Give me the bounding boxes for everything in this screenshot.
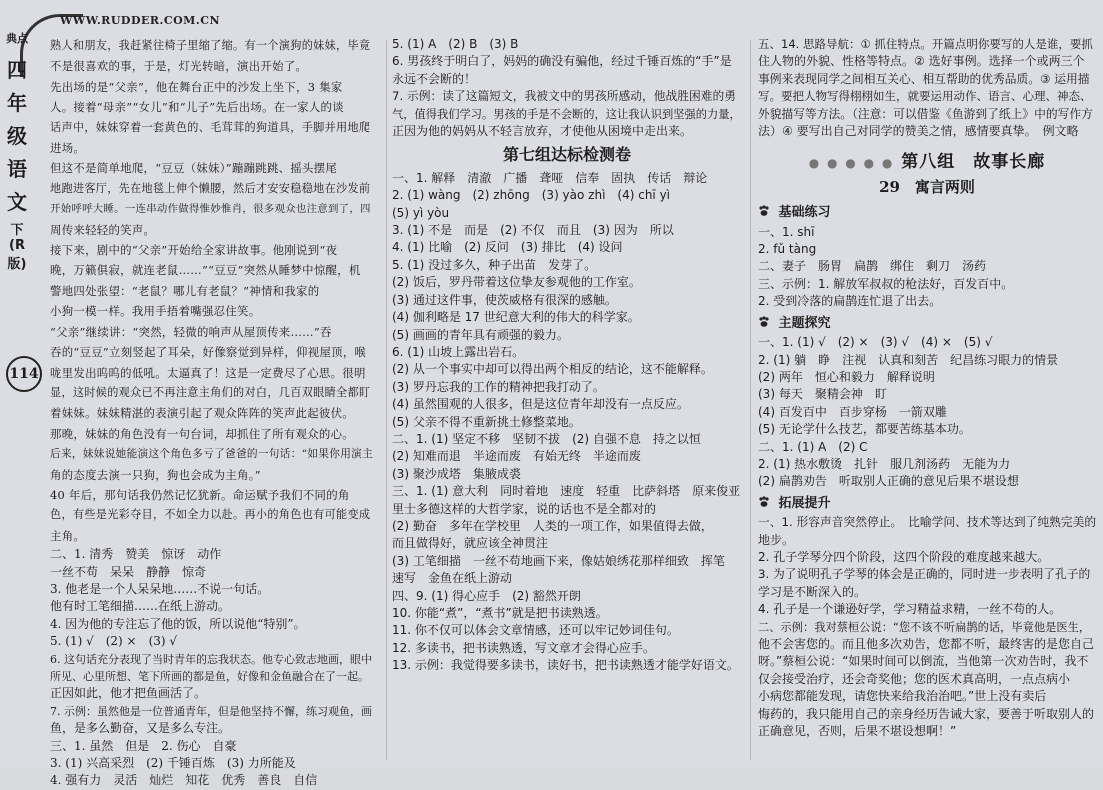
answer-line: 速写 金鱼在纸上游动 (392, 571, 513, 586)
essay-line: 那晚，妹妹的角色没有一句台词，却抓住了所有观众的心。 (50, 426, 354, 441)
answer-line: (5) 画画的青年具有顽强的毅力。 (392, 327, 569, 342)
answer-line: 气，值得我们学习。男孩的手是不会断的，这让我认识到坚强的力量， (392, 107, 741, 121)
answer-line: 5. (1) √ (2) × (3) √ (50, 634, 178, 649)
answer-line: (3) 工笔细描 一丝不苟地画下来，像姑娘绣花那样细致 挥笔 (392, 553, 725, 568)
spine-char: 级 (7, 124, 27, 148)
answer-line: 法）④ 要写出自己对同学的赞美之情，感情要真挚。 例文略 (758, 124, 1079, 139)
answer-line: (2) 知难而退 半途而废 有始无终 半途而废 (392, 449, 641, 464)
answer-line: (4) 伽利略是 17 世纪意大利的伟大的科学家。 (392, 310, 640, 325)
subsection-label: 基础练习 (778, 205, 831, 221)
essay-line: 后来，妹妹说她能演这个角色多亏了爸爸的一句话：“如果你用演主 (50, 447, 374, 461)
essay-line: 小狗一模一样。我用手捂着嘴强忍住笑。 (50, 304, 261, 319)
answer-line: (3) 通过这件事，使茨威格有很深的感触。 (392, 292, 617, 307)
essay-line: 咙里发出呜呜的低吼。太逼真了！这是一定费尽了心思。很明 (50, 365, 366, 380)
subsection-basic (758, 204, 1096, 221)
answer-line: (5) 父亲不得不重新挑土修整菜地。 (392, 414, 581, 429)
answer-line: 他有时工笔细描……在纸上游动。 (50, 599, 231, 614)
answer-line: (5) yì yòu (392, 205, 450, 220)
group-title-text: 第八组 故事长廊 (901, 152, 1046, 173)
answer-line: 小病您都能发现，请您快来给我治治吧。”世上没有卖后 (758, 689, 1047, 704)
answer-line: 二、1. 清秀 赞美 惊讶 动作 (50, 547, 222, 562)
answers-list (758, 514, 1096, 740)
essay-line: 周传来轻轻的笑声。 (50, 222, 156, 237)
answer-line: 正因如此，他才把鱼画活了。 (50, 686, 207, 701)
essay-line: 熟人和朋友，我赶紧往椅子里缩了缩。有一个演狗的妹妹，毕竟 (50, 39, 371, 52)
answer-line: 一、1. 解释 清澈 广播 聋哑 信奉 固执 传话 辩论 (392, 170, 708, 185)
answer-line: 永远不会断的！ (392, 71, 477, 86)
answer-line: 12. 多读书，把书读熟透，写文章才会得心应手。 (392, 640, 655, 655)
answer-line: 2. 孔子学琴分四个阶段，这四个阶段的难度越来越大。 (758, 549, 1050, 564)
answer-line: 里士多德这样的大哲学家，说的话也不是全都对的 (392, 501, 657, 516)
answer-line: 二、示例：我对蔡桓公说：“您不该不听扁鹊的话，毕竟他是医生， (758, 620, 1091, 634)
answer-line: 2. (1) 躺 睁 注视 认真和刻苦 纪昌练习眼力的情景 (758, 352, 1059, 367)
essay-line: “父亲”继续讲：“突然，轻微的响声从屋顶传来……”吞 (50, 324, 332, 339)
answer-line: 悔药的，我只能用自己的亲身经历告诫大家，要善于听取别人的 (758, 706, 1095, 721)
answer-line: 2. fǔ tàng (758, 242, 817, 257)
answer-line: 4. (1) 比喻 (2) 反问 (3) 排比 (4) 设问 (392, 240, 623, 255)
answer-line: 一、1. shī (758, 224, 815, 239)
spine-edition: (R版) (7, 238, 27, 272)
essay-line: 着妹妹。妹妹精湛的表演引起了观众阵阵的笑声此起彼伏。 (50, 406, 354, 421)
answer-line: 2. (1) 热水敷烫 扎针 服几剂汤药 无能为力 (758, 456, 1011, 471)
answers-list (758, 224, 1096, 311)
answer-line: 住人物的外貌、性格等特点。② 选好事例。选择一个或两三个 (758, 54, 1085, 69)
handwritten-essay (50, 36, 375, 546)
answer-line: 一、1. 形容声音突然停止。 比喻学问、技术等达到了纯熟完美的 (758, 515, 1097, 530)
spine-char: 年 (7, 91, 27, 115)
answer-line: 10. 你能“煮”，“煮书”就是把书读熟透。 (392, 606, 608, 620)
paw-icon (758, 205, 770, 217)
essay-line: 40 年后，那句话我仍然记忆犹新。命运赋予我们不同的角 (50, 487, 350, 502)
answer-line: 5. (1) A (2) B (3) B (392, 37, 519, 51)
answer-line: 写。要把人物写得栩栩如生，就要运用动作、语言、心理、神态、 (758, 89, 1092, 104)
lesson-title: 29 寓言两则 (879, 177, 975, 196)
answer-line: 五、14. 思路导航：① 抓住特点。开篇点明你要写的人是谁，要抓 (758, 37, 1093, 51)
answer-line: 6. (1) 山坡上露出岩石。 (392, 344, 525, 359)
answers-list (50, 546, 375, 790)
answer-line: 7. 示例：读了这篇短文，我被文中的男孩所感动，他战胜困难的勇 (392, 89, 736, 104)
answer-line: 6. 这句话充分表现了当时青年的忘我状态。他专心致志地画，眼中 (50, 652, 372, 666)
subsection-extend (758, 495, 1096, 512)
essay-line: 地跑进客厅，先在地毯上伸个懒腰，然后才安安稳稳地在沙发前 (50, 181, 371, 195)
essay-line: 开始呼呼大睡。一连串动作做得惟妙惟肖，很多观众也注意到了，四 (50, 203, 371, 216)
answer-line: 3. 为了说明孔子学琴的体会是正确的，同时进一步表明了孔子的 (758, 567, 1091, 582)
answer-line: 3. (1) 兴高采烈 (2) 千锤百炼 (3) 力所能及 (50, 756, 296, 771)
essay-line: 色，有些是光彩夺目，不如全力以赴。再小的角色也有可能变成 (50, 508, 371, 522)
column-left (50, 36, 375, 790)
answer-line: 而且做得好，就应该全神贯注 (392, 536, 549, 551)
answer-line: 7. 示例：虽然他是一位普通青年，但是他坚持不懈，练习观鱼，画 (50, 704, 372, 718)
essay-line: 主角。 (50, 528, 86, 543)
answer-line: (2) 从一个事实中却可以得出两个相反的结论，这不能解释。 (392, 362, 713, 377)
answer-line: 11. 你不仅可以体会文章情感，还可以牢记妙词佳句。 (392, 623, 679, 638)
essay-line: 吞的“豆豆”立刻竖起了耳朵，好像察觉到异样，仰视屋顶，喉 (50, 345, 367, 360)
answer-line: (2) 勤奋 多年在学校里 人类的一项工作，如果值得去做， (392, 518, 713, 533)
paw-icon (758, 316, 770, 328)
column-right (758, 36, 1096, 740)
essay-line: 显，这时候的观众已不再注意主角们的对白，几百双眼睛全都盯 (50, 385, 371, 399)
column-divider (750, 40, 751, 760)
answer-line: 二、妻子 肠胃 扁鹊 绑住 剩刀 汤药 (758, 259, 987, 274)
essay-line: 接下来，剧中的“父亲”开始给全家讲故事。他刚说到“夜 (50, 243, 338, 258)
answer-line: 所见、心里所想、笔下所画的都是鱼，好像和金鱼融合在了一起。 (50, 670, 369, 683)
answer-line: 外貌描写等方法。（注意：可以借鉴《鱼游到了纸上》中的写作方 (758, 106, 1093, 121)
answer-line: 一丝不苟 呆呆 静静 惊奇 (50, 564, 207, 579)
spine-char: 文 (7, 190, 27, 214)
section-title: 第七组达标检测卷 (502, 145, 631, 165)
answer-line: 地步。 (758, 532, 795, 547)
essay-line: 角的态度去演一只狗，狗也会成为主角。” (50, 467, 261, 482)
answer-line: 4. 孔子是一个谦逊好学，学习精益求精，一丝不苟的人。 (758, 602, 1062, 617)
answer-line: 3. (1) 不是 而是 (2) 不仅 而且 (3) 因为 所以 (392, 223, 674, 238)
answer-line: 事例来表现同学之间相互关心、相互帮助的优秀品质。③ 运用描 (758, 71, 1090, 86)
answer-line: 13. 示例：我觉得要多读书，读好书，把书读熟透才能学好语文。 (392, 658, 739, 673)
essay-line: 警地四处张望：“老鼠？哪儿有老鼠？”神情和我家的 (50, 283, 320, 298)
essay-line: 不是很喜欢的事，于是，灯光转暗，演出开始了。 (50, 59, 308, 74)
answers-list (758, 334, 1096, 491)
paw-icon (758, 496, 770, 508)
spine-char: 语 (7, 157, 27, 181)
answer-line: (3) 每天 聚精会神 盯 (758, 387, 887, 402)
answers-list (392, 170, 742, 675)
answer-line: (2) 扁鹊劝告 听取别人正确的意见后果不堪设想 (758, 474, 1019, 489)
spine-volume: 下 (10, 223, 24, 238)
subsection-explore (758, 315, 1096, 332)
answers-list (758, 36, 1096, 140)
answer-line: 正确意见，否则，后果不堪设想啊！” (758, 724, 957, 739)
page-number: 114 (6, 356, 42, 392)
answer-line: (5) 无论学什么技艺，都要苦练基本功。 (758, 422, 971, 437)
answer-line: (3) 聚沙成塔 集腋成裘 (392, 466, 521, 481)
essay-line: 人。接着“母亲”“女儿”和“儿子”先后出场。在一家人的谈 (50, 100, 344, 115)
answer-line: 三、1. 虽然 但是 2. 伤心 自豪 (50, 738, 237, 753)
answer-line: 鱼，是多么勤奋，又是多么专注。 (50, 721, 231, 736)
answer-line: 三、示例：1. 解放军叔叔的枪法好，百发百中。 (758, 276, 1014, 291)
answer-line: 学习是不断深入的。 (758, 584, 867, 599)
answer-line: 5. (1) 没过多久，种子出苗 发芽了。 (392, 257, 597, 272)
column-divider (386, 40, 387, 760)
answer-line: 3. 他老是一个人呆呆地……不说一句话。 (50, 581, 270, 596)
answer-line: 2. 受到冷落的扁鹊连忙退了出去。 (758, 294, 942, 309)
answer-line: 6. 男孩终于明白了，妈妈的确没有骗他，经过千锤百炼的“手”是 (392, 54, 732, 69)
essay-line: 先出场的是“父亲”，他在舞台正中的沙发上坐下，3 集家 (50, 79, 343, 94)
spine-brand: 典点 (6, 32, 28, 45)
essay-line: 话声中，妹妹穿着一套黄色的、毛茸茸的狗道具，手脚并用地爬 (50, 120, 371, 134)
answers-list (392, 36, 742, 140)
answer-line: (4) 虽然围观的人很多，但是这位青年却没有一点反应。 (392, 397, 689, 412)
answer-line: 呀。”蔡桓公说：“如果时间可以倒流，当他第一次劝告时，我不 (758, 654, 1089, 669)
answer-line: 他不会害您的。而且他多次劝告，您都不听，最终害的是您自己 (758, 637, 1095, 651)
group-title (758, 154, 1096, 172)
answer-line: (4) 百发百中 百步穿杨 一箭双雕 (758, 404, 947, 419)
site-url: WWW.RUDDER.COM.CN (60, 14, 220, 27)
essay-line: 但这不是简单地爬，“豆豆（妹妹）”蹦蹦跳跳、摇头摆尾 (50, 161, 338, 176)
spine-char: 四 (7, 58, 27, 82)
answer-line: (3) 罗丹忘我的工作的精神把我打动了。 (392, 379, 605, 394)
answer-line: 2. (1) wàng (2) zhōng (3) yào zhì (4) chī yì (392, 188, 671, 203)
answer-line: 仅会接受治疗，还会奇奖他；您的医术真高明，一点点病小 (758, 671, 1071, 686)
answer-line: 四、9. (1) 得心应手 (2) 豁然开朗 (392, 588, 581, 603)
subsection-label: 主题探究 (778, 315, 831, 331)
subsection-label: 拓展提升 (778, 495, 831, 511)
column-middle (392, 36, 742, 675)
essay-line: 进场。 (50, 141, 86, 156)
answer-line: 三、1. (1) 意大利 同时着地 速度 轻重 比萨斜塔 原来俊亚 (392, 484, 741, 499)
answer-line: 一、1. (1) √ (2) × (3) √ (4) × (5) √ (758, 335, 993, 350)
answer-line: 二、1. (1) 坚定不移 坚韧不拔 (2) 自强不息 持之以恒 (392, 431, 701, 446)
answer-line: 4. 因为他的专注忘了他的饭，所以说他“特别”。 (50, 616, 306, 631)
book-spine (2, 30, 36, 390)
answer-line: (2) 两年 恒心和毅力 解释说明 (758, 369, 935, 384)
answer-line: (2) 饭后，罗丹带着这位挚友参观他的工作室。 (392, 275, 641, 290)
answer-line: 二、1. (1) A (2) C (758, 439, 868, 454)
essay-line: 晚，万籁俱寂，就连老鼠……”“豆豆”突然从睡梦中惊醒，机 (50, 263, 361, 278)
group-dots: ● ● ● ● ● (808, 156, 895, 171)
answer-line: 4. 强有力 灵活 灿烂 知花 优秀 善良 自信 (50, 773, 318, 788)
answer-line: 正因为他的妈妈从不轻言放弃，才使他从困境中走出来。 (392, 124, 693, 139)
